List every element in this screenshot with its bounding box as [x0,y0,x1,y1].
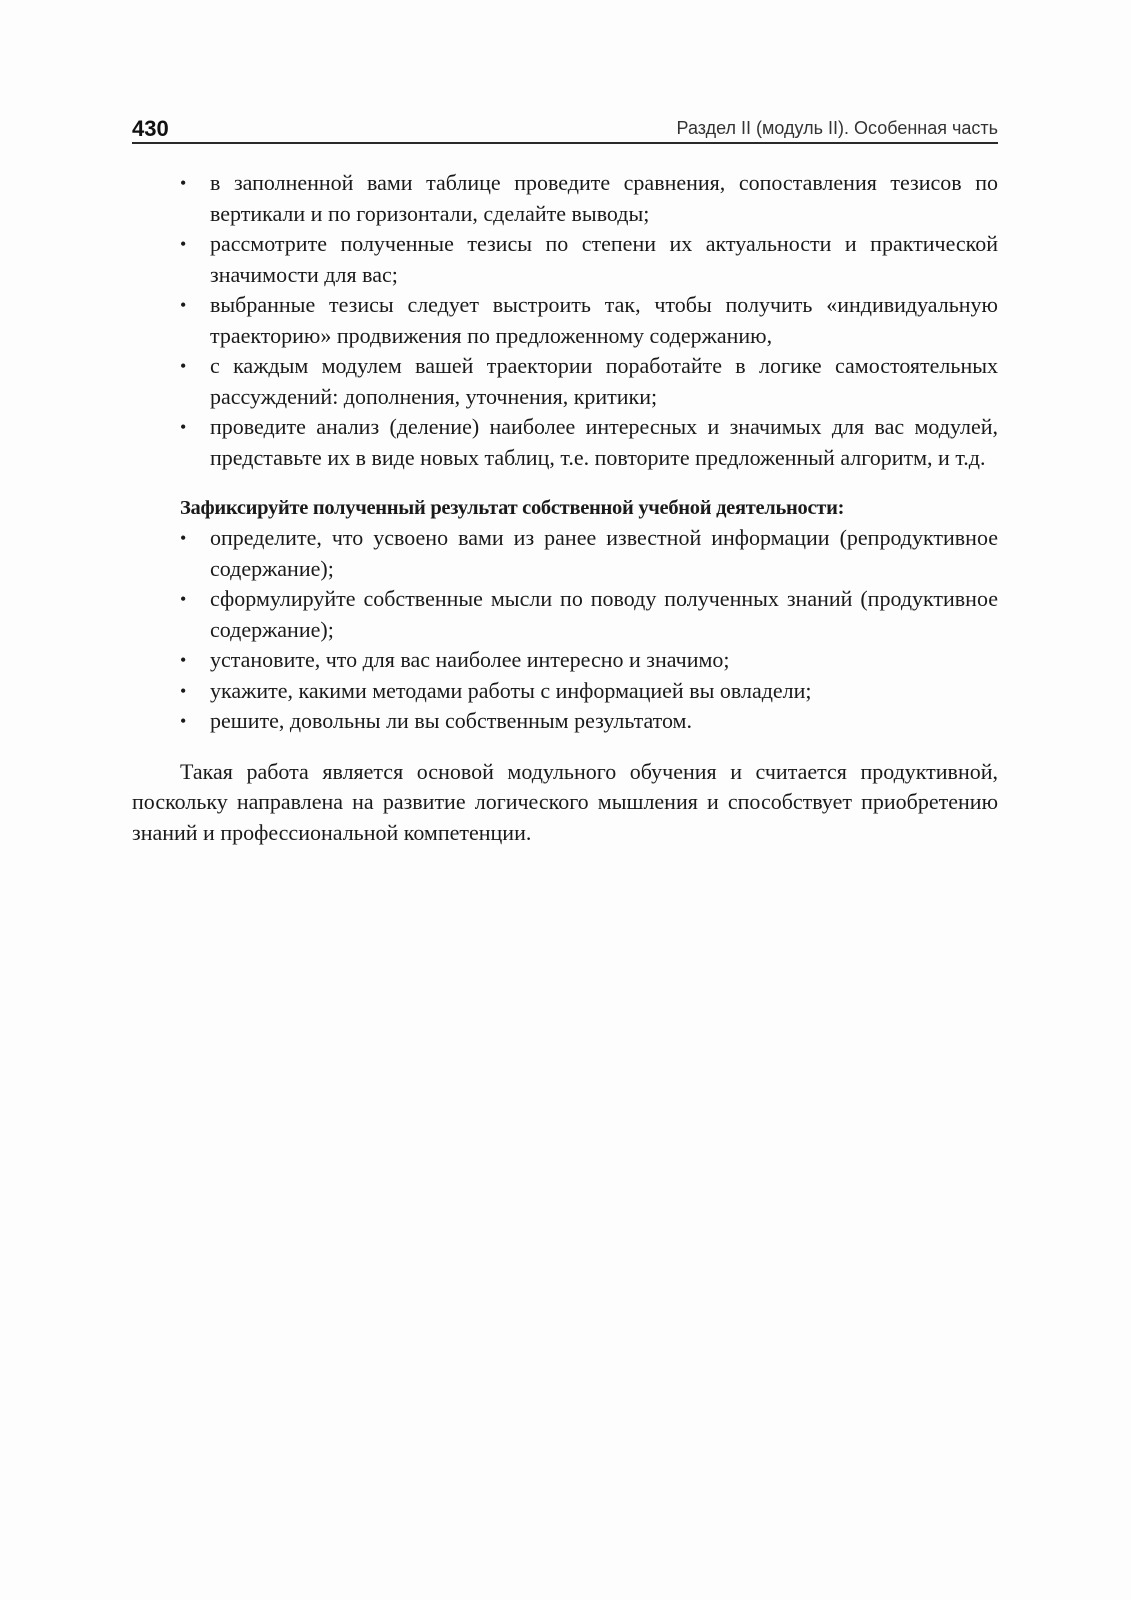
list-item [132,229,998,290]
list-item-text: с каждым модулем вашей траектории поработайте в логике самостоятельных рассуждений: дополнения, уточнения, критики; [210,353,998,409]
list-item [132,290,998,351]
closing-paragraph: Такая работа является основой модульного обучения и считается продуктивной, поскольку направлена на развитие логического мышления и способствует приобретению знаний и профессиональной компетенции. [132,758,998,845]
list-item [132,412,998,473]
page-number: 430 [132,116,169,141]
list-item [132,351,998,412]
bullet-icon: • [180,589,187,609]
list-item-text: рассмотрите полученные тезисы по степени их актуальности и практической значимости для вас; [210,231,998,287]
page-header [132,112,998,144]
list-item-text: в заполненной вами таблице проведите сравнения, сопоставления тезисов по вертикали и по горизонтали, сделайте выводы; [210,170,998,226]
bullet-icon: • [180,173,187,193]
list-item-text: решите, довольны ли вы собственным результатом. [210,708,692,733]
section-subheading: Зафиксируйте полученный результат собственной учебной деятельности: [180,497,845,519]
list-item-text: сформулируйте собственные мысли по поводу полученных знаний (продуктивное содержание); [210,586,998,642]
list-item-text: укажите, какими методами работы с информацией вы овладели; [210,677,812,703]
bullet-icon: • [180,295,187,315]
page-body [132,168,998,848]
list-item [132,706,998,737]
list-item-text: проведите анализ (деление) наиболее интересных и значимых для вас модулей, представьте их в виде новых таблиц, т.е. повторите предложенный алгоритм, и т.д. [210,414,998,470]
bullet-icon: • [180,356,187,376]
bullet-icon: • [180,711,187,731]
running-head: Раздел II (модуль II). Особенная часть [676,118,998,138]
bullet-icon: • [180,528,187,548]
list-item [132,676,998,707]
bullet-list-results [132,523,998,737]
list-item-text: выбранные тезисы следует выстроить так, чтобы получить «индивидуальную траекторию» продвижения по предложенному содержанию, [210,292,998,348]
list-item-text: установите, что для вас наиболее интересно и значимо; [210,647,730,672]
bullet-icon: • [180,650,187,670]
list-item [132,523,998,584]
list-item-text: определите, что усвоено вами из ранее известной информации (репродуктивное содержание); [210,525,998,581]
bullet-list-tasks [132,168,998,473]
bullet-icon: • [180,234,187,254]
list-item [132,584,998,645]
bullet-icon: • [180,680,187,701]
bullet-icon: • [180,417,187,437]
list-item [132,168,998,229]
list-item [132,645,998,676]
